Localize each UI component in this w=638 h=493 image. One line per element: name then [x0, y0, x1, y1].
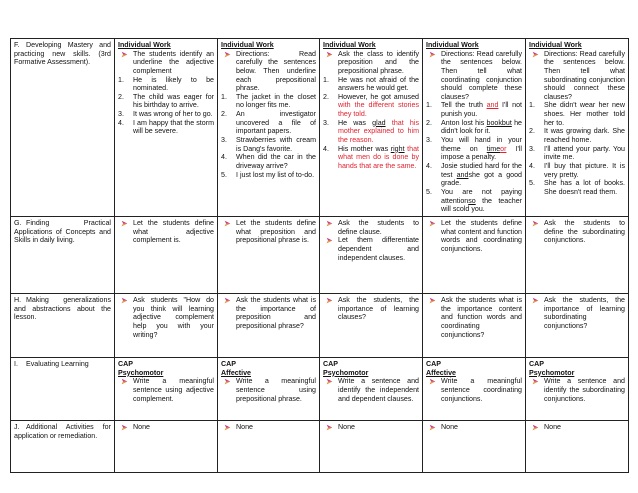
item-text: time — [486, 144, 501, 153]
bullet-list — [221, 296, 316, 331]
item-text: Let the students define what content and function words and coordinating conjunctions. — [441, 219, 522, 253]
bullet-list — [221, 219, 316, 245]
activity-cell — [423, 217, 526, 294]
list-item — [221, 153, 316, 170]
activity-cell — [526, 294, 629, 358]
item-text: that his mother explained to him the reason. — [338, 118, 419, 145]
arrow-bullet-icon — [326, 378, 333, 385]
step-number: G. — [14, 219, 22, 227]
list-item — [426, 136, 522, 162]
bullet-list — [118, 423, 214, 432]
item-text: she got a good grade. — [441, 170, 522, 188]
item-text: None — [236, 423, 253, 431]
list-item — [426, 219, 522, 254]
arrow-bullet-icon — [429, 378, 436, 385]
list-item — [426, 188, 522, 214]
arrow-bullet-icon — [121, 51, 128, 58]
item-text: glad — [372, 118, 386, 127]
item-text: and — [456, 170, 469, 179]
cell-title: CAP — [529, 360, 544, 368]
list-item — [221, 219, 316, 245]
arrow-bullet-icon — [121, 424, 128, 431]
step-number: I. — [14, 360, 18, 368]
item-text: bookbut — [486, 118, 512, 127]
numbered-list — [426, 50, 522, 214]
arrow-bullet-icon — [429, 424, 436, 431]
bullet-list — [529, 219, 625, 245]
list-item — [221, 377, 316, 403]
list-item — [221, 136, 316, 153]
list-item — [529, 377, 625, 403]
activity-cell — [423, 421, 526, 473]
item-number: 1. — [323, 75, 329, 84]
item-number: 1. — [426, 101, 432, 110]
cell-title: Individual Work — [118, 41, 171, 49]
arrow-bullet-icon — [532, 378, 539, 385]
item-text: Ask the students, the importance of learning clauses? — [338, 296, 419, 322]
item-text: His mother was — [338, 144, 391, 153]
bullet-list — [323, 219, 419, 262]
item-text: Ask the students, the importance of learning subordinating conjunctions? — [544, 296, 625, 330]
table-row — [11, 294, 629, 358]
list-item — [118, 119, 214, 136]
numbered-list — [323, 50, 419, 171]
item-text: You are not paying attention — [441, 187, 522, 205]
step-description: Evaluating Learning — [26, 360, 89, 368]
activity-cell — [320, 39, 423, 217]
item-text: Let the students define what preposition and prepositional phrase is. — [236, 219, 316, 245]
table-row — [11, 358, 629, 421]
item-text: Ask the students to define clause. — [338, 219, 419, 236]
activity-cell — [218, 294, 320, 358]
item-number: 3. — [529, 144, 535, 153]
item-text: Directions: Read carefully the sentences below. Then underline each prepositional phrase. — [236, 49, 316, 93]
item-text: The child was eager for his birthday to arrive. — [133, 92, 214, 110]
arrow-bullet-icon — [224, 424, 231, 431]
item-text: with the different stories they told. — [338, 101, 419, 119]
arrow-bullet-icon — [429, 297, 436, 304]
item-number: 4. — [221, 153, 227, 162]
item-text: Josie studied hard for the test — [441, 161, 522, 179]
list-item — [118, 219, 214, 245]
cell-subtitle: Affective — [221, 368, 251, 377]
item-number: 5. — [221, 170, 227, 179]
arrow-bullet-icon — [532, 424, 539, 431]
activity-cell — [218, 39, 320, 217]
arrow-bullet-icon — [224, 378, 231, 385]
item-text: and — [486, 101, 499, 110]
item-text: I'll impose a penalty. — [441, 144, 522, 162]
item-text: I'll attend your party. You invite me. — [544, 144, 625, 162]
item-text: None — [544, 423, 561, 431]
activity-cell — [526, 217, 629, 294]
activity-cell — [115, 358, 218, 421]
item-text: He was — [338, 118, 373, 127]
step-label-cell — [11, 294, 115, 358]
table-row — [11, 421, 629, 473]
item-number: 3. — [221, 136, 227, 145]
list-item — [323, 76, 419, 93]
bullet-list — [323, 296, 419, 322]
item-text: Directions: Read carefully the sentences below. Then tell what coordinating conjunction should complete these clauses? — [441, 49, 522, 101]
activity-cell — [218, 358, 320, 421]
arrow-bullet-icon — [532, 220, 539, 227]
item-text: Ask the class to identify preposition and the prepositional phrase. — [338, 49, 419, 75]
item-text: None — [133, 423, 150, 431]
item-text: Anton lost his — [441, 118, 487, 127]
cell-subtitle: Psychomotor — [529, 368, 575, 377]
table-row — [11, 39, 629, 217]
item-text: The jacket in the closet no longer fits me. — [236, 92, 316, 110]
list-item — [426, 162, 522, 188]
item-text: None — [338, 423, 355, 431]
list-item — [118, 76, 214, 93]
activity-cell — [115, 294, 218, 358]
list-item — [221, 171, 316, 180]
list-item — [529, 145, 625, 162]
cell-title: CAP — [118, 360, 133, 368]
bullet-list — [221, 423, 316, 432]
step-label-cell — [11, 39, 115, 217]
numbered-list — [221, 50, 316, 180]
item-text: You will hand in your theme on — [441, 136, 522, 153]
cell-title: CAP — [426, 360, 441, 368]
step-label-cell — [11, 421, 115, 473]
item-number: 2. — [323, 92, 329, 101]
item-number: 1. — [118, 75, 124, 84]
item-text: or — [500, 144, 507, 153]
cell-subtitle: Psychomotor — [118, 368, 164, 377]
item-number: 1. — [529, 101, 535, 110]
activity-cell — [115, 421, 218, 473]
bullet-list — [426, 296, 522, 339]
item-number: 3. — [426, 136, 432, 145]
bullet-list — [118, 219, 214, 245]
arrow-bullet-icon — [326, 237, 333, 244]
list-item — [426, 101, 522, 118]
item-text: Ask students "How do you think will learning adjective complement help you with your writing? — [133, 296, 214, 339]
activity-cell — [320, 358, 423, 421]
item-text: Write a sentence and identify the independent and dependent clauses. — [338, 377, 419, 403]
list-item — [221, 50, 316, 93]
item-text: He was not afraid of the answers he would get. — [338, 75, 419, 93]
item-text: It was wrong of her to go. — [133, 110, 213, 119]
item-text: However, he got amused — [338, 92, 419, 101]
bullet-list — [529, 423, 625, 432]
activity-cell — [526, 358, 629, 421]
arrow-bullet-icon — [326, 220, 333, 227]
step-description: Additional Activities for application or remediation. — [14, 423, 111, 440]
item-number: 3. — [323, 118, 329, 127]
arrow-bullet-icon — [326, 51, 333, 58]
list-item — [118, 93, 214, 110]
list-item — [118, 110, 214, 119]
arrow-bullet-icon — [224, 51, 231, 58]
item-text: Write a sentence and identify the subordinating conjunctions. — [544, 377, 625, 403]
item-text: I'll buy that picture. It is very pretty. — [544, 161, 625, 179]
bullet-list — [426, 377, 522, 403]
item-text: Write a meaningful sentence using adjective complement. — [133, 377, 214, 403]
item-text: An investigator uncovered a file of important papers. — [236, 110, 316, 136]
cell-subtitle: Psychomotor — [323, 368, 369, 377]
list-item — [529, 162, 625, 179]
item-text: the teacher will scold you. — [441, 196, 522, 214]
arrow-bullet-icon — [429, 220, 436, 227]
item-number: 4. — [118, 118, 124, 127]
item-text: Strawberries with cream is Dang's favorite. — [236, 136, 316, 153]
bullet-list — [323, 377, 419, 403]
step-description: Developing Mastery and practicing new skills. (3rd Formative Assessment). — [14, 41, 111, 67]
list-item — [323, 296, 419, 322]
bullet-list — [323, 423, 419, 432]
item-text: Let the students define what adjective complement is. — [133, 219, 214, 245]
list-item — [323, 119, 419, 145]
arrow-bullet-icon — [532, 297, 539, 304]
cell-title: Individual Work — [323, 41, 376, 49]
activity-cell — [423, 358, 526, 421]
list-item — [426, 50, 522, 102]
list-item — [426, 377, 522, 403]
arrow-bullet-icon — [429, 51, 436, 58]
item-text: When did the car in the driveway arrive? — [236, 153, 316, 170]
activity-cell — [218, 421, 320, 473]
activity-cell — [320, 294, 423, 358]
item-text: Write a meaningful sentence coordinating conjunctions. — [441, 377, 522, 403]
step-number: J. — [14, 423, 20, 431]
item-number: 4. — [426, 161, 432, 170]
list-item — [118, 377, 214, 403]
list-item — [529, 296, 625, 331]
list-item — [118, 50, 214, 76]
arrow-bullet-icon — [121, 220, 128, 227]
step-number: F. — [14, 41, 20, 49]
arrow-bullet-icon — [532, 51, 539, 58]
item-text: The students identify an underline the adjective complement — [133, 49, 214, 75]
bullet-list — [426, 423, 522, 432]
item-text: Ask the students what is the importance of preposition and prepositional phrase? — [236, 296, 316, 330]
cell-subtitle: Affective — [426, 368, 456, 377]
cell-title: Individual Work — [221, 41, 274, 49]
item-text: that what men do is done by hands that are the same. — [338, 144, 419, 170]
list-item — [529, 50, 625, 102]
list-item — [118, 296, 214, 339]
list-item — [323, 236, 419, 262]
cell-title: CAP — [323, 360, 338, 368]
item-text: Tell the truth — [441, 101, 487, 110]
item-number: 5. — [529, 179, 535, 188]
item-number: 4. — [323, 144, 329, 153]
item-number: 3. — [118, 110, 124, 119]
item-number: 4. — [529, 161, 535, 170]
step-label-cell — [11, 217, 115, 294]
list-item — [323, 423, 419, 432]
item-number: 2. — [221, 110, 227, 119]
list-item — [221, 296, 316, 331]
list-item — [529, 219, 625, 245]
bullet-list — [529, 377, 625, 403]
step-description: Making generalizations and abstractions about the lesson. — [14, 296, 111, 322]
item-text: He is likely to be nominated. — [133, 75, 214, 93]
item-text: It was growing dark. She reached home. — [544, 127, 625, 145]
activity-cell — [526, 39, 629, 217]
list-item — [323, 145, 419, 171]
list-item — [529, 101, 625, 127]
item-text: I just lost my list of to-do. — [236, 170, 315, 179]
step-number: H. — [14, 296, 22, 304]
numbered-list — [118, 50, 214, 136]
list-item — [323, 50, 419, 76]
arrow-bullet-icon — [326, 424, 333, 431]
activity-cell — [320, 421, 423, 473]
list-item — [529, 179, 625, 196]
activity-cell — [218, 217, 320, 294]
numbered-list — [529, 50, 625, 197]
item-text: I am happy that the storm will be severe. — [133, 118, 214, 136]
item-text: Ask the students to define the subordinating conjunctions. — [544, 219, 625, 245]
lesson-plan-table — [10, 38, 629, 473]
cell-title: Individual Work — [529, 41, 582, 49]
activity-cell — [423, 39, 526, 217]
activity-cell — [423, 294, 526, 358]
item-number: 1. — [221, 92, 227, 101]
list-item — [323, 93, 419, 119]
item-text: right — [390, 144, 405, 153]
item-text: None — [441, 423, 458, 431]
bullet-list — [118, 377, 214, 403]
item-text: I'll not punish you. — [441, 101, 522, 119]
list-item — [426, 423, 522, 432]
step-label-cell — [11, 358, 115, 421]
item-text: Ask the students what is the importance content and function words and coordinating conjunctions? — [441, 296, 522, 339]
item-text: so — [468, 196, 476, 205]
arrow-bullet-icon — [224, 297, 231, 304]
step-description: Finding Practical Applications of Concepts and Skills in daily living. — [14, 219, 111, 245]
table-row — [11, 217, 629, 294]
item-text: She has a lot of books. She doesn't read them. — [544, 179, 625, 196]
list-item — [323, 377, 419, 403]
item-number: 2. — [118, 92, 124, 101]
item-number: 5. — [426, 187, 432, 196]
item-text: Let them differentiate dependent and independent clauses. — [338, 236, 419, 262]
bullet-list — [118, 296, 214, 339]
list-item — [426, 296, 522, 339]
list-item — [221, 110, 316, 136]
activity-cell — [115, 217, 218, 294]
list-item — [323, 219, 419, 236]
arrow-bullet-icon — [121, 297, 128, 304]
list-item — [529, 127, 625, 144]
arrow-bullet-icon — [326, 297, 333, 304]
item-text: Directions: Read carefully the sentences below. Then tell what subordinating conjunction should connect these clauses? — [544, 49, 625, 101]
item-number: 2. — [529, 127, 535, 136]
list-item — [118, 423, 214, 432]
item-text: he didn't look for it. — [441, 118, 522, 136]
cell-title: CAP — [221, 360, 236, 368]
activity-cell — [115, 39, 218, 217]
arrow-bullet-icon — [121, 378, 128, 385]
item-text: Write a meaningful sentence using prepositional phrase. — [236, 377, 316, 403]
activity-cell — [320, 217, 423, 294]
bullet-list — [529, 296, 625, 331]
list-item — [221, 93, 316, 110]
cell-title: Individual Work — [426, 41, 479, 49]
list-item — [426, 119, 522, 136]
bullet-list — [426, 219, 522, 254]
item-number: 2. — [426, 118, 432, 127]
item-text: She didn't wear her new shoes. Her mother told her to. — [544, 101, 625, 127]
list-item — [529, 423, 625, 432]
list-item — [221, 423, 316, 432]
arrow-bullet-icon — [224, 220, 231, 227]
bullet-list — [221, 377, 316, 403]
activity-cell — [526, 421, 629, 473]
